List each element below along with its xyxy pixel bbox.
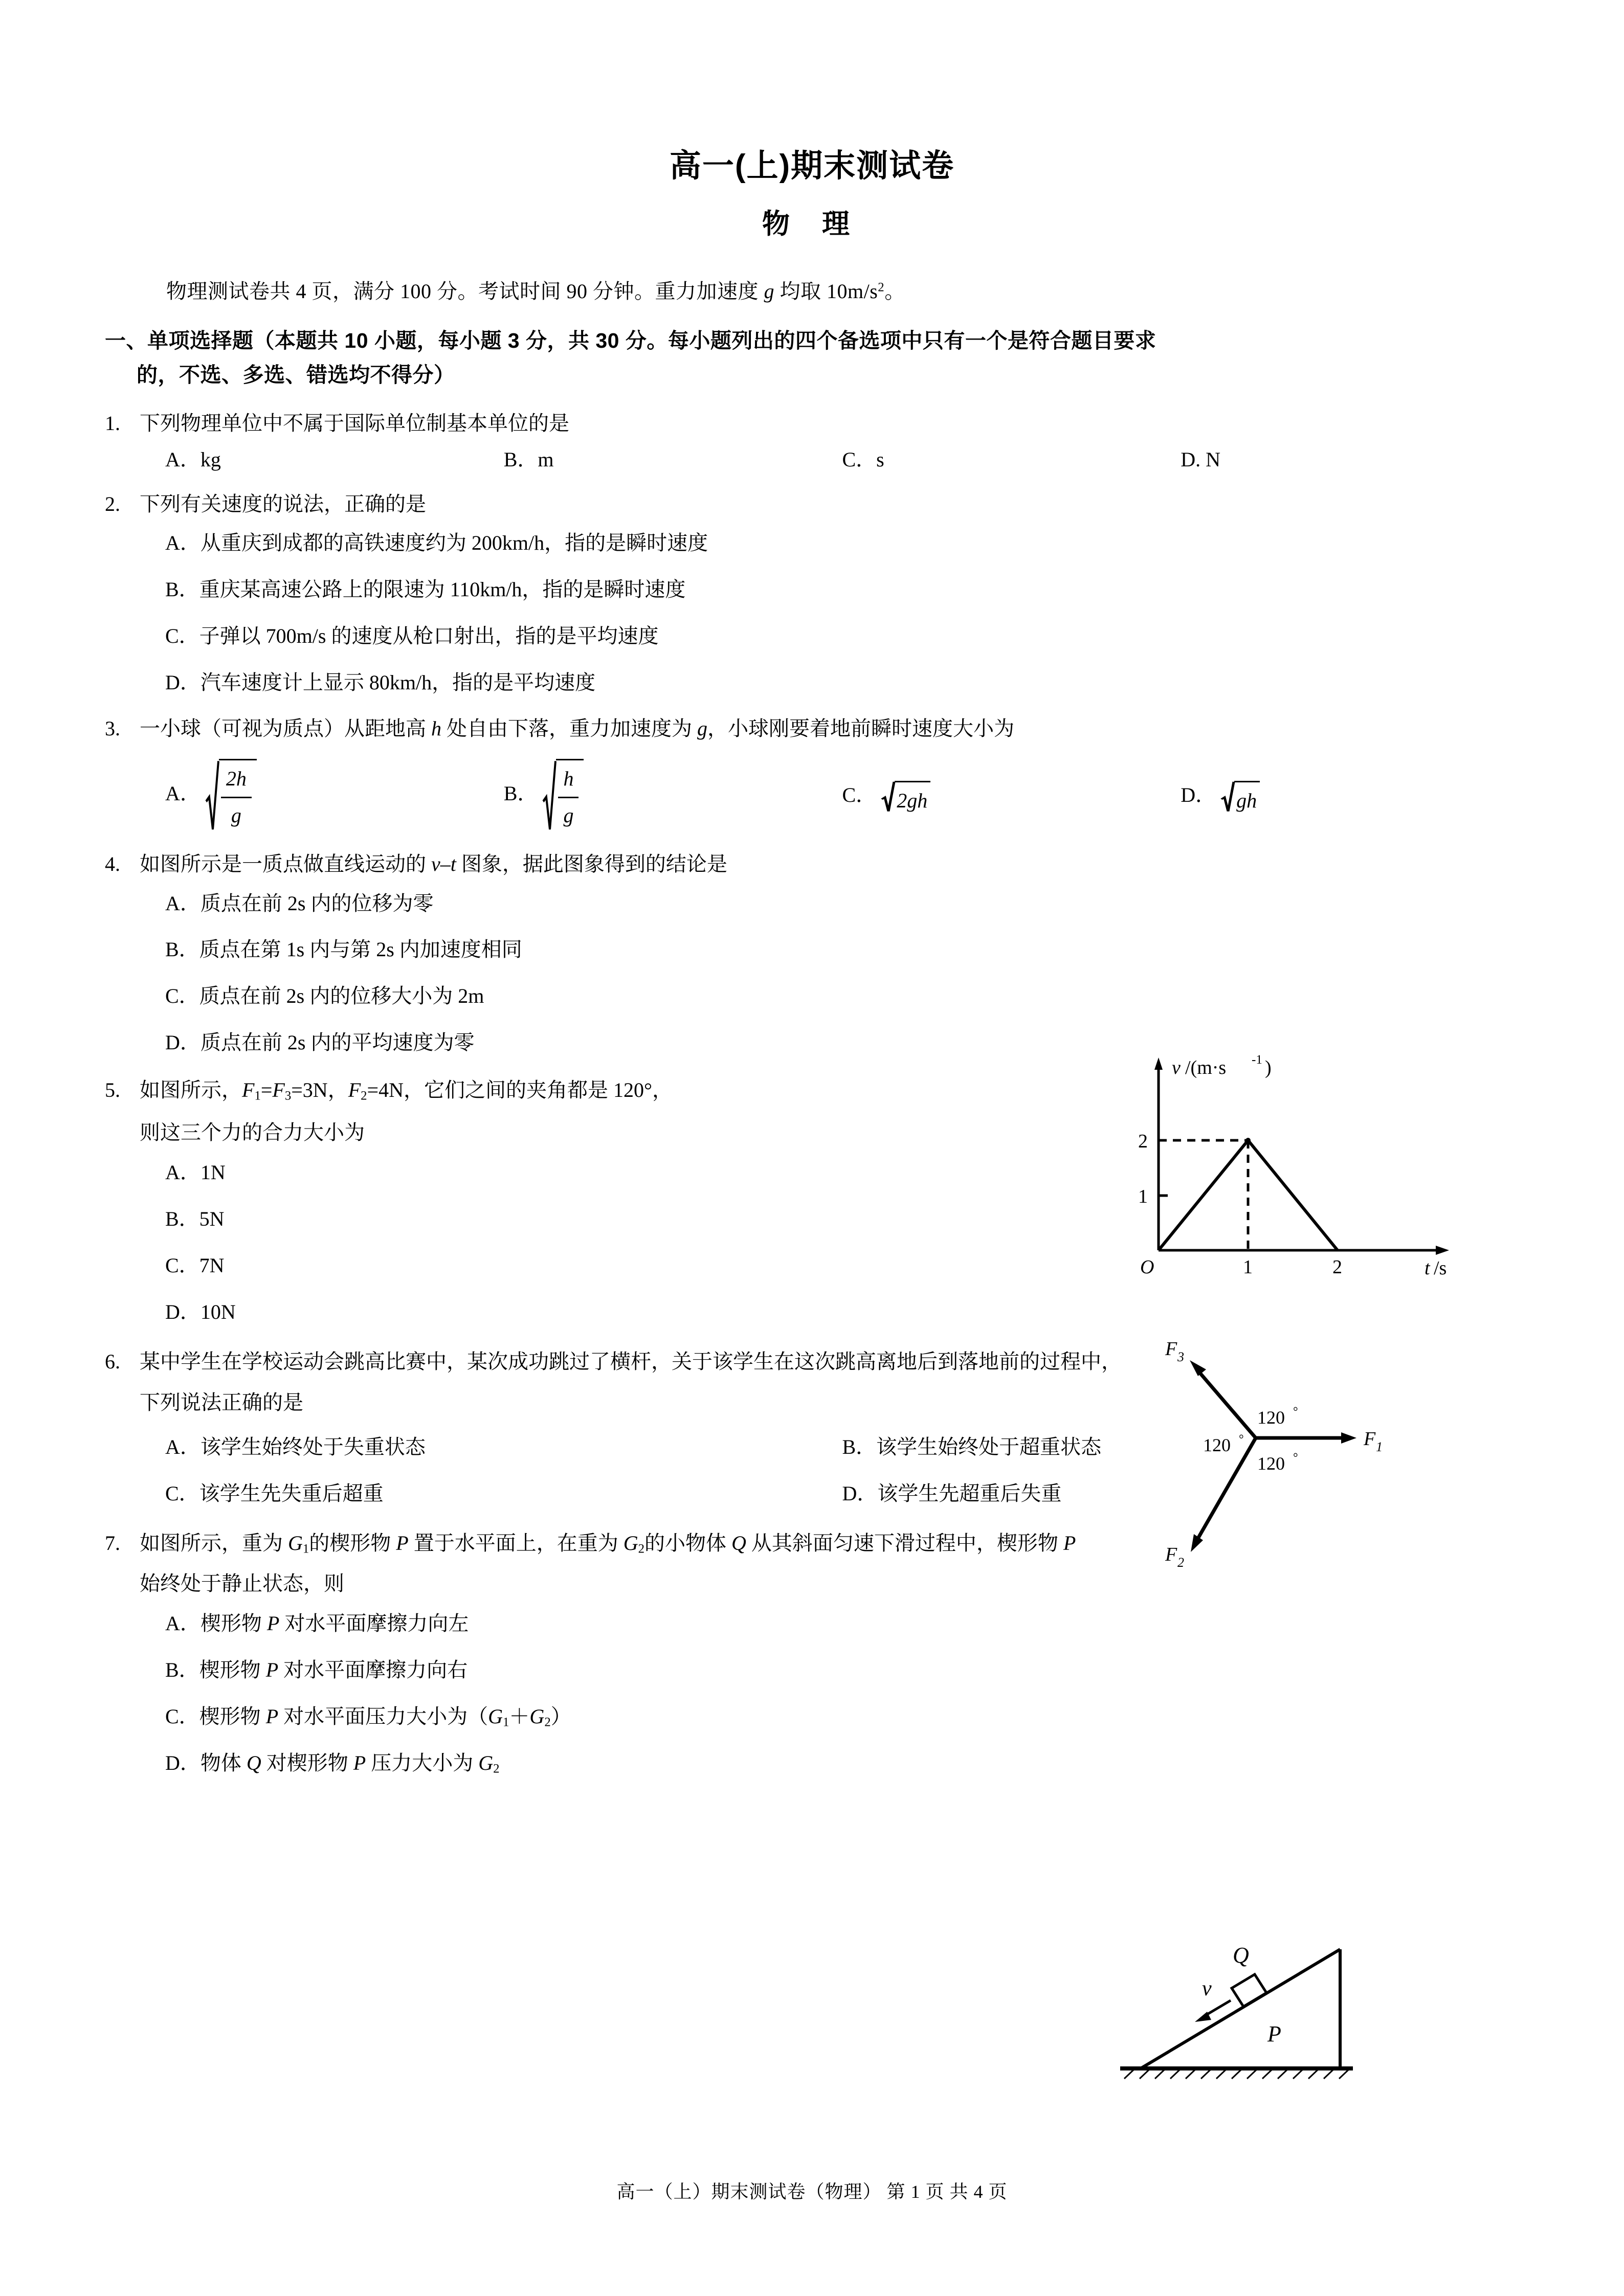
question-1 [105,407,1519,477]
q3-opt-d-label: D． [1181,783,1216,806]
question-7-option-b[interactable] [165,1654,1038,1687]
q7-var-Q: Q [731,1531,746,1555]
question-6-option-d[interactable]: D．该学生先超重后失重 [842,1482,1062,1505]
question-5-option-d[interactable]: D．10N [165,1300,236,1323]
q7-d-varP: P [353,1751,366,1774]
q3-opt-b-numerator: h [563,767,574,791]
q5-var-F3-sub: 3 [284,1089,292,1103]
intro-mid: 均取 10m/s [774,280,878,303]
question-4-options [105,887,1519,1060]
q7-a-mid: 对水平面摩擦力向左 [279,1612,469,1635]
question-2-option-d[interactable]: D．汽车速度计上显示 80km/h，指的是平均速度 [165,670,596,694]
section-heading-line1: 一、单项选择题（本题共 10 小题，每小题 3 分，共 30 分。每小题列出的四个备选项中只有一个是符合题目要求 [105,329,1156,353]
question-2-options [105,527,1519,699]
question-3-option-a[interactable] [165,759,504,832]
question-5-option-c[interactable]: C．7N [165,1254,225,1277]
q7-d-G2: G [478,1751,494,1774]
question-5-stem-line2: 则这三个力的合力大小为 [140,1120,365,1144]
question-7-option-a[interactable] [165,1607,1038,1640]
intro-exponent: 2 [878,280,885,295]
q4-stem-part2: 图象，据此图象得到的结论是 [456,852,727,875]
q5-eq2: =3N， [291,1078,348,1101]
subject-title: 物 理 [762,209,862,240]
q3-opt-c-expr: 2gh [895,781,930,813]
section-heading-line2: 的，不选、多选、错选均不得分） [137,363,455,387]
q5-var-F2-sub: 2 [361,1089,367,1103]
question-1-option-b[interactable]: B．m [503,447,554,471]
q3-var-g: g [697,717,707,740]
question-1-stem: 下列物理单位中不属于国际单位制基本单位的是 [140,411,569,435]
question-4-stem [140,848,1519,881]
intro-gravity-var: g [764,280,774,303]
wedge-svg [1084,1923,1473,2122]
question-1-option-a[interactable]: A．kg [165,447,221,471]
q5-var-F3: F [272,1078,285,1101]
svg-text:v: v [1172,1057,1181,1078]
question-7-options [105,1607,1519,1780]
svg-text:1: 1 [1243,1256,1253,1278]
svg-text:2: 2 [1177,1555,1184,1570]
page-title: 高一(上)期末测试卷 [669,148,955,184]
q3-opt-b-label: B． [503,782,538,805]
q5-var-F1-sub: 1 [254,1089,261,1103]
q4-vt-label: v–t [431,852,456,875]
question-6-stem: 某中学生在学校运动会跳高比赛中，某次成功跳过了横杆，关于该学生在这次跳高离地后到落地前的过程中， [140,1349,1122,1373]
svg-text:P: P [1267,2021,1281,2046]
question-5-number: 5. [105,1078,120,1101]
question-4 [105,848,1519,1060]
question-7-stem-line2: 始终处于静止状态，则 [140,1571,344,1595]
force-diagram-figure [1125,1309,1514,1575]
q3-opt-a-denominator: g [221,797,252,832]
question-4-option-c[interactable]: C．质点在前 2s 内的位移大小为 2m [165,984,484,1008]
question-1-option-c[interactable]: C．s [842,447,884,471]
svg-text:°: ° [1293,1405,1298,1419]
q7-c-post: ） [550,1705,571,1728]
q7-stem-p4: 的小物体 [644,1531,732,1555]
q7-c-G1: G [488,1705,503,1728]
question-3 [105,712,1519,832]
q7-d-varQ: Q [246,1751,261,1774]
q7-c-G1-sub: 1 [503,1715,509,1729]
q7-var-G2: G [623,1531,638,1555]
question-6-option-a[interactable]: A．该学生始终处于失重状态 [165,1435,426,1459]
question-4-option-d[interactable]: D．质点在前 2s 内的平均速度为零 [165,1031,475,1054]
q7-var-G1-sub: 1 [302,1542,309,1556]
q5-stem-part1: 如图所示， [140,1078,242,1101]
q7-d-mid: 对楔形物 [261,1751,353,1774]
q3-var-h: h [431,717,441,740]
q7-d-G2-sub: 2 [493,1762,500,1776]
q3-opt-a-numerator: 2h [226,767,247,791]
question-6-number: 6. [105,1349,120,1373]
svg-text:1: 1 [1376,1439,1383,1454]
q5-eq3: =4N，它们之间的夹角都是 120°， [367,1078,673,1101]
q3-opt-c-label: C． [842,783,877,806]
question-3-number: 3. [105,717,120,740]
q7-d-pre: D．物体 [165,1751,247,1774]
svg-text:F: F [1165,1338,1177,1360]
svg-text:/s: /s [1434,1257,1447,1279]
q7-b-var: P [265,1658,279,1682]
q7-c-G2: G [529,1705,545,1728]
svg-text:120: 120 [1257,1407,1285,1428]
q3-stem-part1: 一小球（可视为质点）从距地高 [140,717,431,740]
q3-stem-part3: ，小球刚要着地前瞬时速度大小为 [707,717,1014,740]
svg-text:120: 120 [1203,1435,1231,1455]
q7-var-G2-sub: 2 [638,1542,645,1556]
question-2-option-b[interactable]: B．重庆某高速公路上的限速为 110km/h，指的是瞬时速度 [165,578,686,601]
question-7-option-c[interactable] [165,1700,1038,1734]
question-7-number: 7. [105,1531,120,1555]
wedge-figure [1084,1923,1473,2122]
q7-var-P2: P [1063,1531,1076,1555]
question-1-options [105,443,1519,477]
question-3-option-c[interactable] [842,779,1181,813]
page-footer: 高一（上）期末测试卷（物理） 第 1 页 共 4 页 [616,2181,1008,2202]
exam-instructions [105,275,1519,304]
question-1-option-d[interactable]: D. N [1181,447,1221,471]
question-2-stem: 下列有关速度的说法，正确的是 [140,492,426,515]
q7-a-pre: A．楔形物 [165,1612,267,1635]
svg-text:F: F [1165,1544,1177,1565]
question-3-option-d[interactable] [1181,779,1519,813]
question-4-option-b[interactable]: B．质点在第 1s 内与第 2s 内加速度相同 [165,938,522,961]
section-heading [105,324,1519,392]
question-4-option-a[interactable]: A．质点在前 2s 内的位移为零 [165,891,434,915]
intro-end: 。 [884,280,905,303]
q5-var-F2: F [348,1078,361,1101]
question-3-stem [140,712,1519,746]
q7-c-G2-sub: 2 [544,1715,551,1729]
svg-text:/(m·s: /(m·s [1185,1057,1227,1078]
q5-eq1: = [260,1078,273,1101]
svg-text:): ) [1265,1057,1272,1078]
sqrt-icon [881,781,930,813]
svg-text:120: 120 [1257,1453,1285,1474]
q7-c-var: P [265,1705,279,1728]
svg-text:t: t [1425,1257,1430,1279]
question-5-option-a[interactable]: A．1N [165,1161,226,1184]
sqrt-icon [206,759,257,832]
q7-var-G1: G [288,1531,303,1555]
q7-stem-p2: 的楔形物 [309,1531,396,1555]
intro-pre: 物理测试卷共 4 页，满分 100 分。考试时间 90 分钟。重力加速度 [166,280,764,303]
q7-stem-p3: 置于水平面上，在重为 [408,1531,624,1555]
q4-stem-part1: 如图所示是一质点做直线运动的 [140,852,431,875]
svg-text:3: 3 [1177,1349,1184,1364]
q7-var-P1: P [396,1531,409,1555]
q5-var-F1: F [242,1078,255,1101]
svg-text:v: v [1202,1977,1212,2000]
svg-text:F: F [1364,1428,1376,1450]
q3-opt-b-denominator: g [558,797,579,832]
question-5-option-b[interactable]: B．5N [165,1207,225,1231]
q7-stem-p5: 从其斜面匀速下滑过程中，楔形物 [746,1531,1063,1555]
svg-text:°: ° [1239,1433,1244,1446]
vt-graph-figure [1118,1038,1476,1279]
q7-b-mid: 对水平面摩擦力向右 [278,1658,468,1682]
svg-text:O: O [1140,1256,1154,1278]
question-1-number: 1. [105,411,120,435]
q7-c-mid: 对水平面压力大小为（ [278,1705,488,1728]
q7-stem-p1: 如图所示，重为 [140,1531,288,1555]
svg-text:-1: -1 [1252,1053,1262,1067]
q3-opt-d-expr: gh [1234,781,1260,813]
question-2-option-a[interactable]: A．从重庆到成都的高铁速度约为 200km/h，指的是瞬时速度 [165,531,708,555]
question-2-option-c[interactable]: C．子弹以 700m/s 的速度从枪口射出，指的是平均速度 [165,624,659,647]
q7-a-var: P [266,1612,280,1635]
force-diagram-svg [1125,1309,1514,1575]
question-3-options [105,759,1519,832]
q7-d-mid2: 压力大小为 [366,1751,479,1774]
question-6-stem-line2: 下列说法正确的是 [140,1391,303,1414]
sqrt-icon [543,759,584,832]
question-3-option-b[interactable] [504,759,842,832]
question-2-number: 2. [105,492,120,515]
question-2 [105,488,1519,700]
svg-text:2: 2 [1332,1256,1342,1278]
question-6-option-b[interactable]: B．该学生始终处于超重状态 [842,1435,1102,1459]
svg-text:1: 1 [1138,1186,1148,1207]
q3-stem-part2: 处自由下落，重力加速度为 [441,717,697,740]
question-7-option-d[interactable] [165,1747,1038,1780]
q7-c-pre: C．楔形物 [165,1705,266,1728]
sqrt-icon [1221,781,1260,813]
q3-opt-a-label: A． [165,782,201,805]
question-6-option-c[interactable]: C．该学生先失重后超重 [165,1482,384,1505]
svg-text:Q: Q [1233,1943,1249,1968]
q7-b-pre: B．楔形物 [165,1658,266,1682]
q7-c-plus: ＋ [509,1705,530,1728]
vt-graph-svg [1118,1038,1476,1279]
question-4-number: 4. [105,852,120,875]
svg-text:°: ° [1293,1451,1298,1465]
svg-text:2: 2 [1138,1131,1148,1152]
